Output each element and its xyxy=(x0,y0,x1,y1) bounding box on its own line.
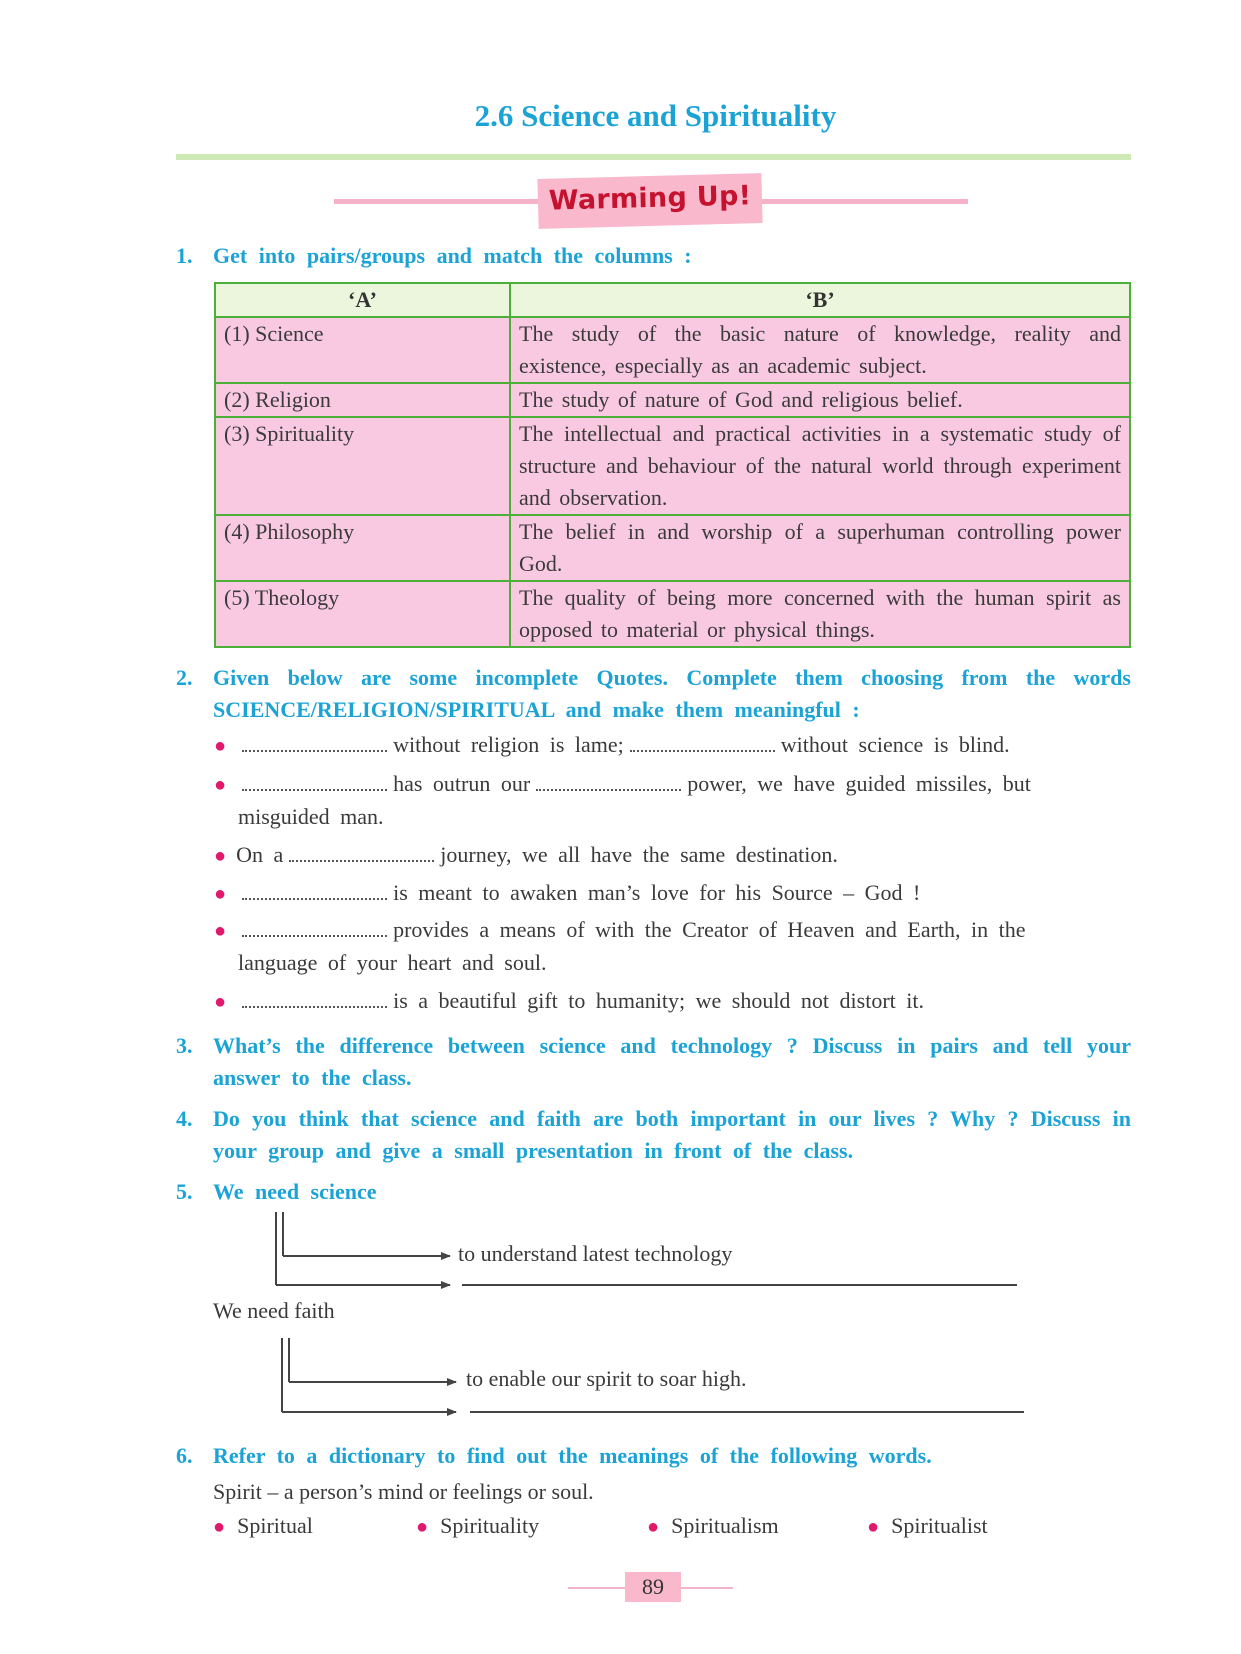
question-6 xyxy=(176,1440,1131,1472)
question-text: Get into pairs/groups and match the columns : xyxy=(213,243,692,268)
question-text: Refer to a dictionary to find out the meanings of the following words. xyxy=(213,1443,932,1468)
question-text: We need science xyxy=(213,1179,377,1204)
table-cell-a: (1) Science xyxy=(215,317,510,383)
word-item xyxy=(647,1513,779,1539)
bullet-icon: ● xyxy=(214,920,227,942)
word-text: Spiritual xyxy=(237,1513,313,1538)
faith-branch-label: to enable our spirit to soar high. xyxy=(466,1366,747,1391)
bullet-icon: ● xyxy=(214,845,227,867)
quote-text: without science is blind. xyxy=(780,732,1010,757)
question-number: 5. xyxy=(176,1179,193,1204)
table-cell-b: The study of the basic nature of knowledge, reality and existence, especially as an academic subject. xyxy=(510,317,1130,383)
question-number: 4. xyxy=(176,1106,193,1131)
question-number: 2. xyxy=(176,665,193,690)
question-number: 1. xyxy=(176,243,193,268)
quote-text: is meant to awaken man’s love for his Source – God ! xyxy=(393,880,921,905)
word-item xyxy=(213,1513,313,1539)
question-text: Do you think that science and faith are both important in our lives ? Why ? Discuss in your group and give a small presentation in front of the class. xyxy=(213,1106,1131,1163)
quote-text: misguided man. xyxy=(238,804,384,829)
question-number: 3. xyxy=(176,1033,193,1058)
quote-text: without religion is lame; xyxy=(393,732,624,757)
bullet-icon: ● xyxy=(214,774,227,796)
page-number-left-line xyxy=(568,1587,625,1589)
column-a-header: ‘A’ xyxy=(215,283,510,317)
quote-text: language of your heart and soul. xyxy=(238,950,547,975)
bullet-icon: ● xyxy=(867,1516,880,1538)
table-cell-b: The intellectual and practical activities in a systematic study of structure and behaviour of the natural world through experiment and observation. xyxy=(510,417,1130,515)
page-number-right-line xyxy=(681,1587,733,1589)
quote-text: power, we have guided missiles, but xyxy=(687,771,1031,796)
bullet-icon: ● xyxy=(214,883,227,905)
column-b-header: ‘B’ xyxy=(510,283,1130,317)
definition-example: Spirit – a person’s mind or feelings or soul. xyxy=(213,1479,594,1504)
question-text: Given below are some incomplete Quotes. Complete them choosing from the words SCIENCE/RELIGION/SPIRITUAL and make them meaningful : xyxy=(213,665,1131,722)
bullet-icon: ● xyxy=(213,1516,226,1538)
bullet-icon: ● xyxy=(214,735,227,757)
table-cell-b: The study of nature of God and religious belief. xyxy=(510,383,1130,417)
word-text: Spiritualism xyxy=(671,1513,779,1538)
bullet-icon: ● xyxy=(647,1516,660,1538)
question-text: What’s the difference between science and technology ? Discuss in pairs and tell your answer to the class. xyxy=(213,1033,1131,1090)
bullet-icon: ● xyxy=(416,1516,429,1538)
bullet-icon: ● xyxy=(214,991,227,1013)
quote-text: is a beautiful gift to humanity; we should not distort it. xyxy=(393,988,924,1013)
quote-text: journey, we all have the same destination. xyxy=(440,842,838,867)
word-item xyxy=(867,1513,988,1539)
page-title: 2.6 Science and Spirituality xyxy=(474,98,837,133)
quote-text: provides a means of with the Creator of Heaven and Earth, in the xyxy=(393,917,1026,942)
quote-text: has outrun our xyxy=(393,771,531,796)
warming-up-heading: Warming Up! xyxy=(548,180,752,217)
word-text: Spirituality xyxy=(440,1513,540,1538)
table-cell-a: (2) Religion xyxy=(215,383,510,417)
page-number: 89 xyxy=(642,1574,664,1599)
word-text: Spiritualist xyxy=(891,1513,988,1538)
question-number: 6. xyxy=(176,1443,193,1468)
science-branch-label: to understand latest technology xyxy=(458,1241,733,1266)
table-cell-b: The quality of being more concerned with the human spirit as opposed to material or physical things. xyxy=(510,581,1130,647)
table-cell-a: (4) Philosophy xyxy=(215,515,510,581)
table-cell-a: (5) Theology xyxy=(215,581,510,647)
quote-text: On a xyxy=(236,842,284,867)
faith-label: We need faith xyxy=(213,1298,335,1323)
table-cell-b: The belief in and worship of a superhuman controlling power God. xyxy=(510,515,1130,581)
table-cell-a: (3) Spirituality xyxy=(215,417,510,515)
word-item xyxy=(416,1513,539,1539)
